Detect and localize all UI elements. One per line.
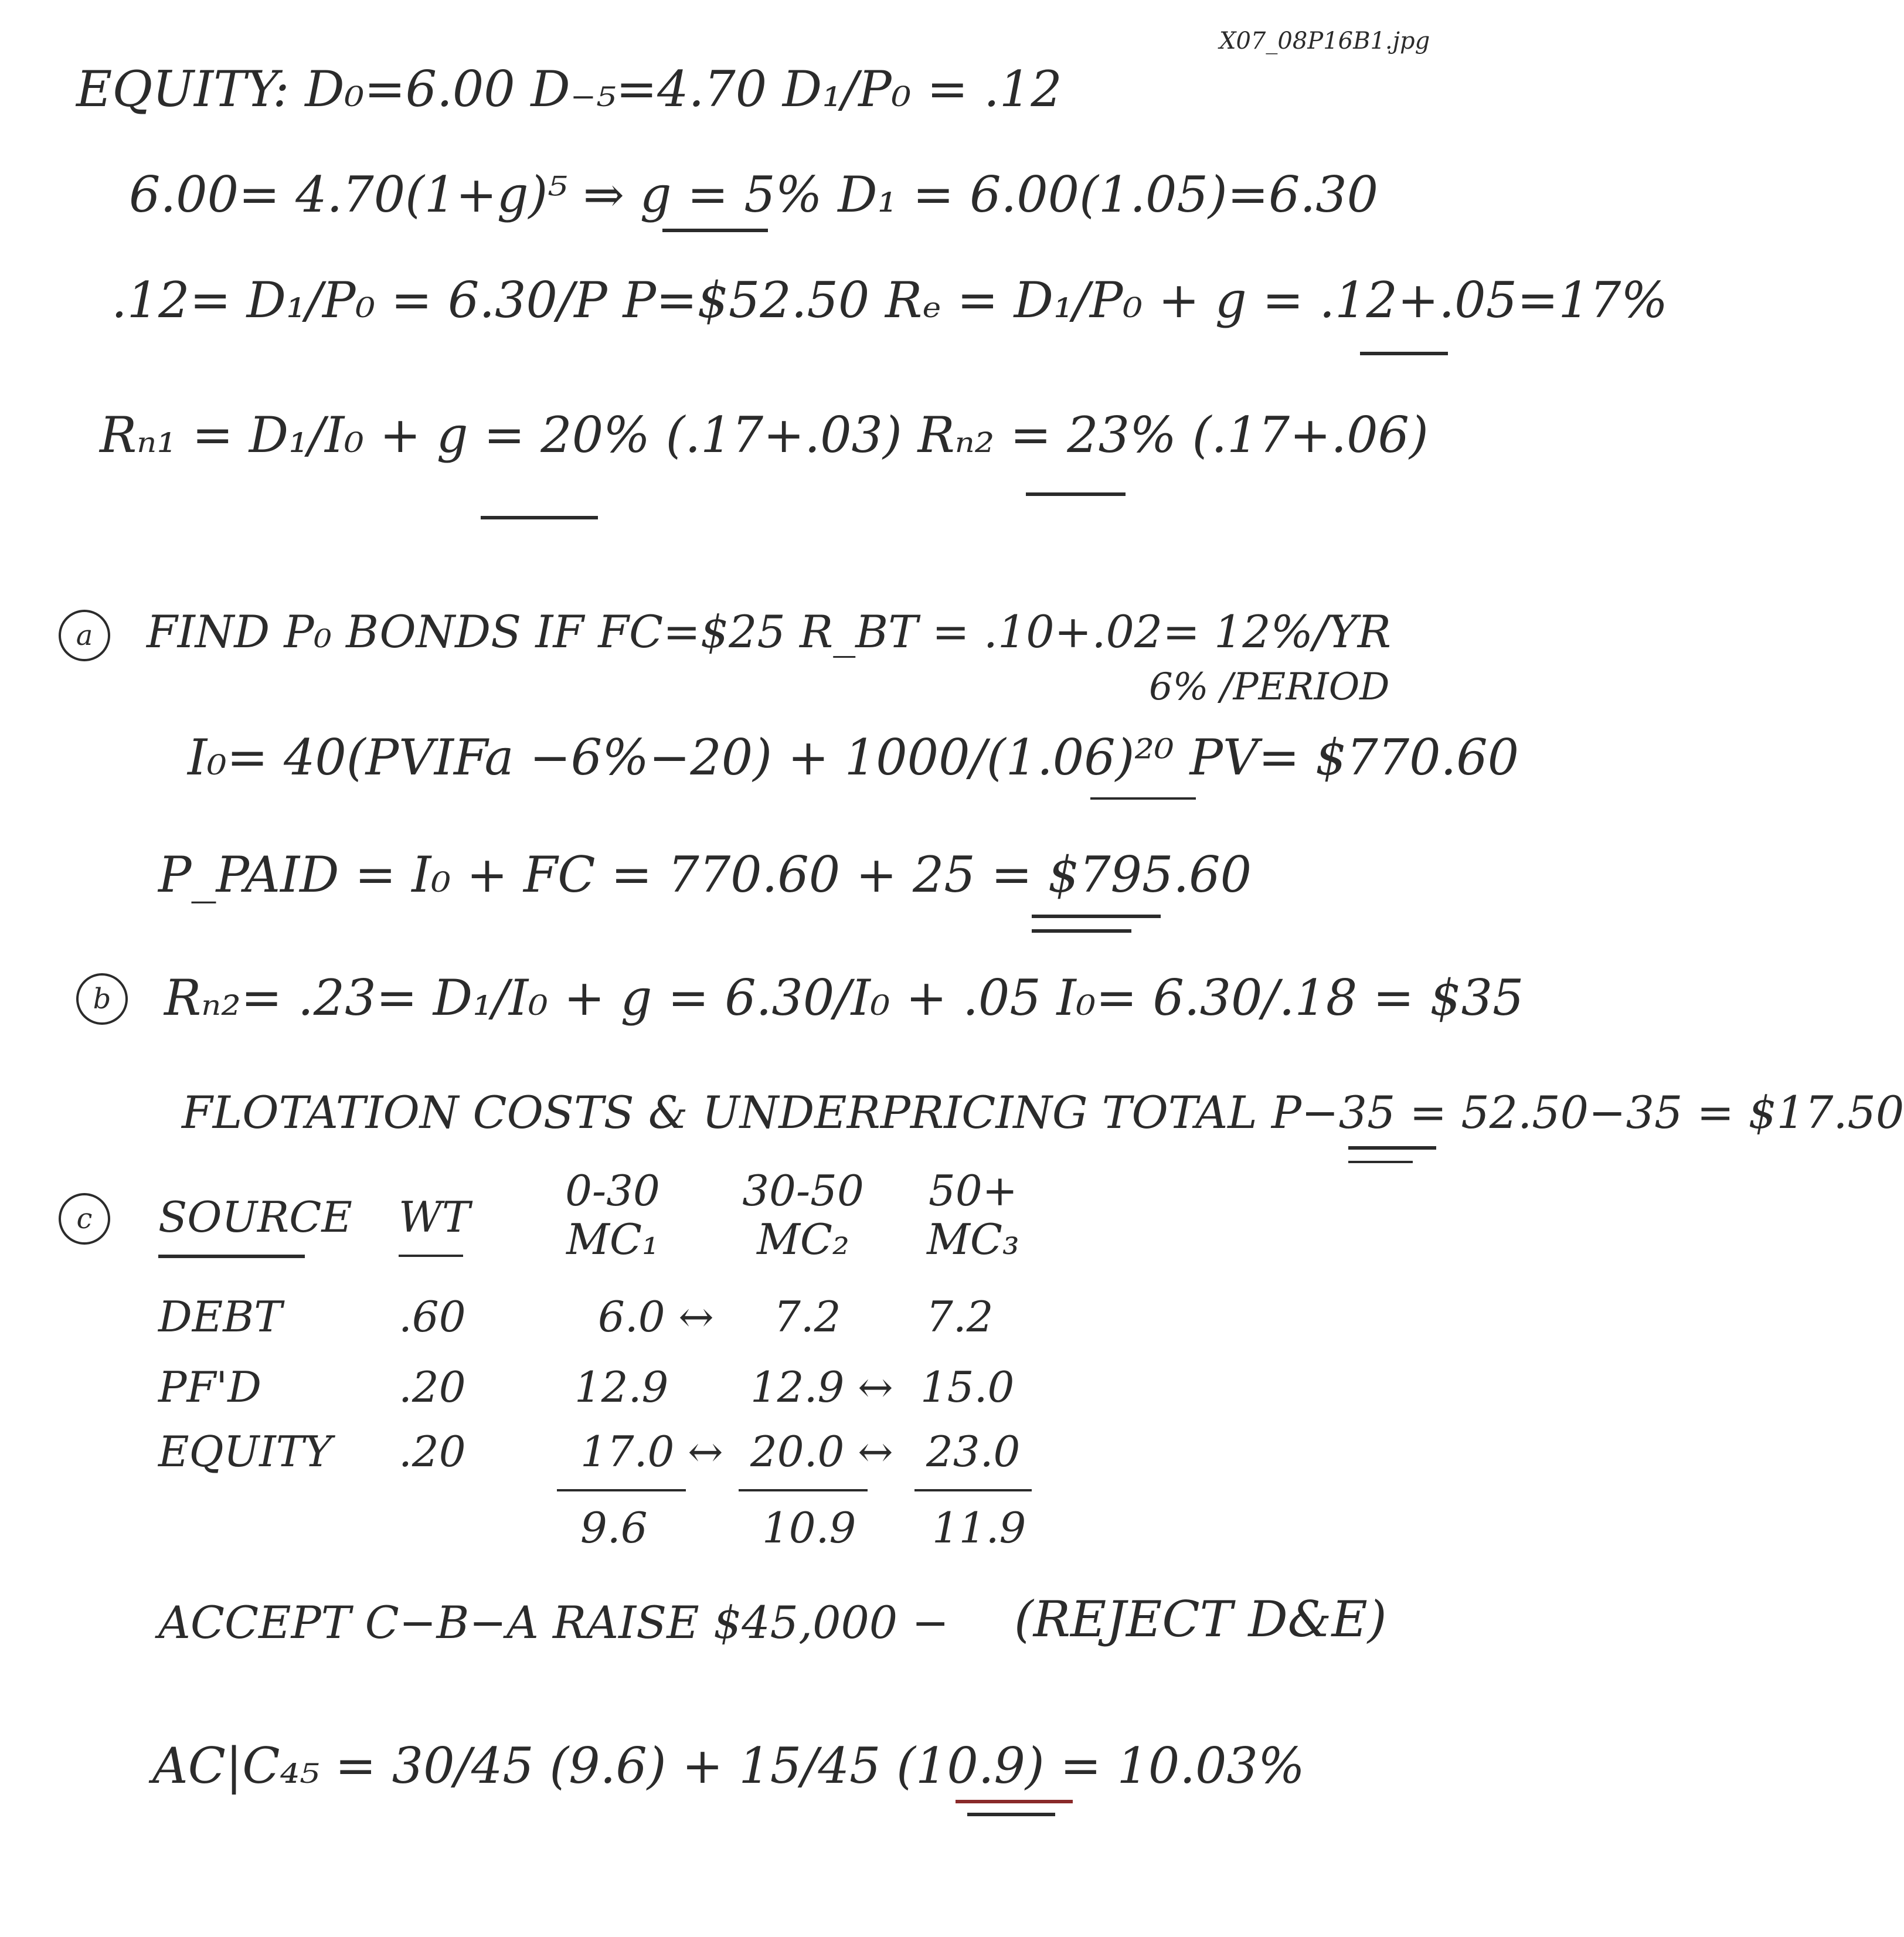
row-equity-mc1: 17.0 ↔: [580, 1427, 723, 1476]
row-pfd-mc1: 12.9: [574, 1362, 669, 1412]
header-mc2: 30-50 MC₂: [742, 1166, 864, 1264]
equity-line-2: 6.00= 4.70(1+g)⁵ ⇒ g = 5% D₁ = 6.00(1.05)=6.30: [129, 166, 1379, 223]
header-mc3: 50+ MC₃: [927, 1166, 1019, 1264]
total-mc2: 10.9: [762, 1503, 856, 1552]
part-a-line-1b: 6% /PERIOD: [1149, 665, 1390, 709]
equity-line-1: EQUITY: D₀=6.00 D₋₅=4.70 D₁/P₀ = .12: [76, 60, 1062, 118]
equity-line-4: Rₙ₁ = D₁/I₀ + g = 20% (.17+.03) Rₙ₂ = 23% (.17+.06): [100, 406, 1429, 464]
row-pfd-mc2: 12.9 ↔: [750, 1362, 893, 1412]
sum-line-mc1: [557, 1489, 686, 1491]
underline-source: [158, 1255, 305, 1258]
header-source: SOURCE: [158, 1192, 352, 1242]
row-debt-source: DEBT: [158, 1292, 283, 1341]
total-mc3: 11.9: [932, 1503, 1026, 1552]
row-pfd-wt: .20: [399, 1362, 466, 1412]
reject-note: (REJECT D&E): [1014, 1591, 1387, 1648]
total-mc1: 9.6: [580, 1503, 648, 1552]
row-equity-mc3: 23.0: [926, 1427, 1021, 1476]
underline-pv: [1090, 797, 1196, 800]
part-b-line-2: FLOTATION COSTS & UNDERPRICING TOTAL P−35 = 52.50−35 = $17.50: [182, 1086, 1904, 1139]
row-equity-mc2: 20.0 ↔: [750, 1427, 893, 1476]
underline-wt: [399, 1255, 463, 1257]
accept-line: ACCEPT C−B−A RAISE $45,000 −: [158, 1596, 949, 1649]
row-equity-source: EQUITY: [158, 1427, 332, 1476]
row-debt-mc1: 6.0 ↔: [598, 1292, 714, 1341]
part-b-line-1: Rₙ₂= .23= D₁/I₀ + g = 6.30/I₀ + .05 I₀= 6.30/.18 = $35: [164, 969, 1524, 1027]
underline-rn2: [1026, 492, 1126, 496]
row-debt-wt: .60: [399, 1292, 466, 1341]
row-pfd-source: PF'D: [158, 1362, 261, 1412]
underline-g: [662, 229, 768, 232]
part-c-marker: c: [59, 1193, 110, 1245]
underline-ppaid-2: [1032, 929, 1131, 933]
filename-label: X07_08P16B1.jpg: [1219, 28, 1430, 55]
row-debt-mc3: 7.2: [926, 1292, 994, 1341]
row-pfd-mc3: 15.0: [920, 1362, 1015, 1412]
sum-line-mc2: [739, 1489, 868, 1491]
part-b-marker: b: [76, 973, 128, 1025]
sum-line-mc3: [914, 1489, 1032, 1491]
underline-result-2: [967, 1813, 1055, 1816]
row-debt-mc2: 7.2: [774, 1292, 841, 1341]
underline-ppaid: [1032, 915, 1161, 918]
part-a-marker: a: [59, 610, 110, 661]
part-a-line-2: I₀= 40(PVIFa −6%−20) + 1000/(1.06)²⁰ PV= $770.60: [188, 729, 1519, 786]
underline-rn1: [481, 516, 598, 519]
part-a-line-3: P_PAID = I₀ + FC = 770.60 + 25 = $795.60: [158, 846, 1252, 903]
part-a-line-1: FIND P₀ BONDS IF FC=$25 R_BT = .10+.02= 12%/YR: [147, 606, 1391, 658]
row-equity-wt: .20: [399, 1427, 466, 1476]
underline-total-2: [1348, 1161, 1413, 1163]
header-wt: WT: [399, 1192, 471, 1242]
acc-formula: AC|C₄₅ = 30/45 (9.6) + 15/45 (10.9) = 10.03%: [152, 1737, 1305, 1795]
underline-result: [956, 1800, 1073, 1803]
underline-re: [1360, 352, 1448, 355]
underline-total: [1348, 1146, 1436, 1150]
header-mc1: 0-30 MC₁: [565, 1166, 660, 1264]
equity-line-3: .12= D₁/P₀ = 6.30/P P=$52.50 Rₑ = D₁/P₀ + g = .12+.05=17%: [111, 271, 1668, 329]
